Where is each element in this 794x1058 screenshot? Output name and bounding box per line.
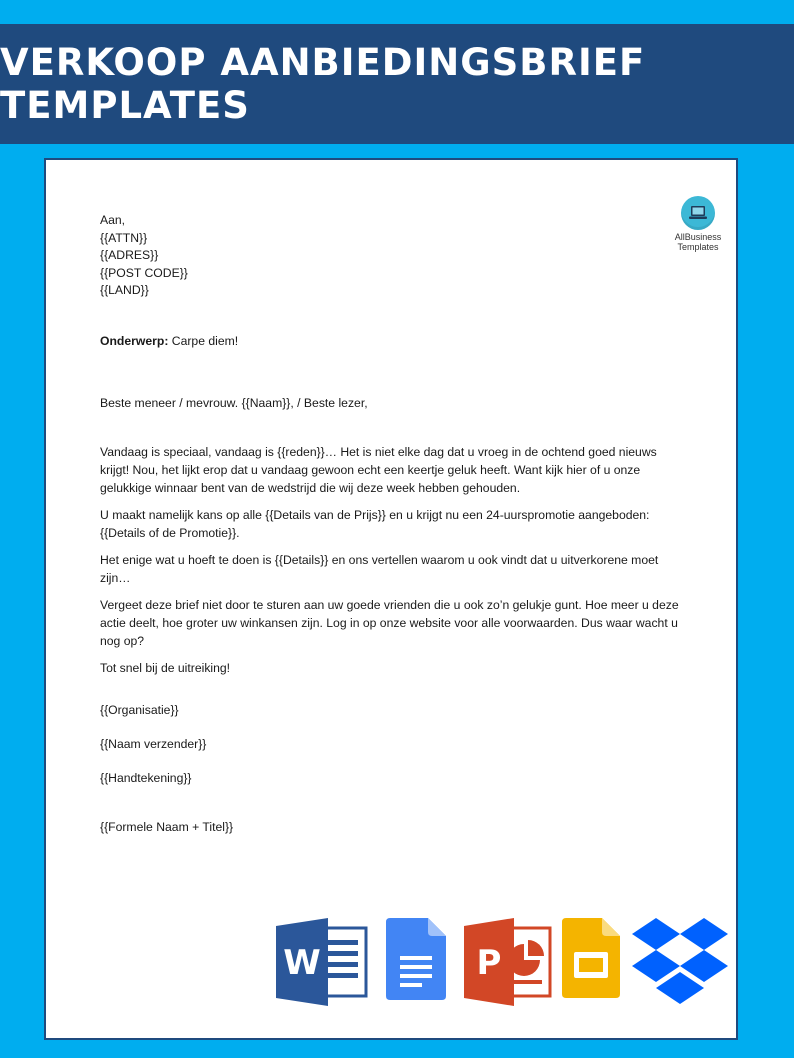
dropbox-icon[interactable] (632, 918, 728, 1011)
logo-text-line2: Templates (677, 242, 719, 252)
paragraph: Vergeet deze brief niet door te sturen aan uw goede vrienden die u ook zo’n gelukje gunt. Hoe meer u deze actie deelt, hoe groter uw winkansen zijn. Log in op onze website voor alle voorwaarden. Dus waar wacht u nog op? (100, 597, 679, 648)
google-docs-icon[interactable] (386, 918, 446, 1005)
paragraph: Het enige wat u hoeft te doen is {{Details}} en ons vertellen waarom u ook vindt dat u uitverkorene moet zijn… (100, 552, 659, 585)
svg-text:P: P (476, 943, 502, 983)
signature-placeholder: {{Handtekening}} (100, 770, 192, 785)
google-slides-icon[interactable] (562, 918, 620, 1003)
subject-text: Carpe diem! (168, 333, 239, 348)
header-banner (0, 24, 794, 144)
page-title: VERKOOP AANBIEDINGSBRIEF TEMPLATES (0, 41, 646, 127)
powerpoint-icon[interactable] (464, 918, 554, 1011)
address-line: {{POST CODE}} (100, 265, 188, 280)
logo-text-line1: AllBusiness (674, 232, 722, 242)
subject-label: Onderwerp: (100, 333, 169, 348)
address-block (100, 212, 680, 300)
paragraph: Vandaag is speciaal, vandaag is {{reden}}… Het is niet elke dag dat u vroeg in de ochtend goed nieuws krijgt! Nou, het lijkt erop dat u vandaag gewoon echt een keertje geluk heeft. Want kijk hier of u onze gelukkige winnaar bent van de wedstrijd die wij deze week hebben gehouden. (100, 444, 657, 495)
sender-name-placeholder: {{Naam verzender}} (100, 736, 207, 751)
paragraph: U maakt namelijk kans op alle {{Details van de Prijs}} en u krijgt nu een 24-uurspromotie aangeboden: {{Details of de Promotie}}. (100, 507, 650, 540)
letter-body (100, 212, 680, 836)
letter-document (44, 158, 738, 1040)
subject-line (100, 332, 680, 350)
formal-name-placeholder: {{Formele Naam + Titel}} (100, 819, 234, 834)
laptop-icon (681, 196, 715, 230)
organisation-placeholder: {{Organisatie}} (100, 702, 179, 717)
address-line: {{ADRES}} (100, 248, 159, 262)
address-line: {{ATTN}} (100, 230, 148, 245)
closing-line: Tot snel bij de uitreiking! (100, 660, 231, 675)
address-line: Aan, (100, 213, 126, 227)
app-icons-row (276, 918, 736, 1008)
svg-text:W: W (283, 943, 321, 983)
word-icon[interactable] (276, 918, 370, 1011)
address-line: {{LAND}} (100, 283, 149, 297)
greeting: Beste meneer / mevrouw. {{Naam}}, / Beste lezer, (100, 395, 368, 410)
